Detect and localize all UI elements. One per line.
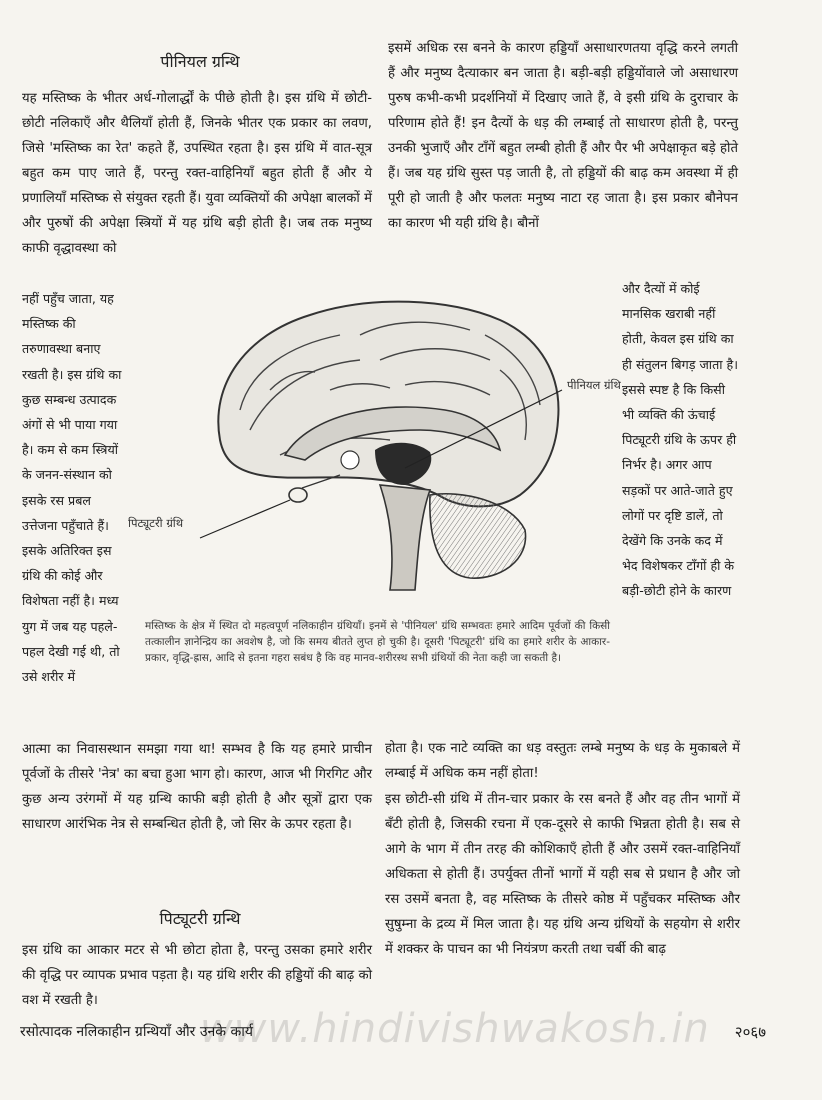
right-paragraph-2: होता है। एक नाटे व्यक्ति का धड़ वस्तुतः लम्बे मनुष्य के धड़ के मुकाबले में लम्बाई में अधिक कम नहीं होता!: [385, 741, 740, 781]
label-pituitary-gland: पिट्यूटरी ग्रंथि: [128, 516, 184, 530]
website-watermark: www.hindivishwakosh.in: [200, 1006, 710, 1052]
right-paragraph-3: इस छोटी-सी ग्रंथि में तीन-चार प्रकार के रस बनते हैं और वह तीन भागों में बँटी होती है, जिसकी रचना में एक-दूसरे से काफी भिन्नता होती है। सब से आगे के भाग में तीन तरह की कोशिकाएँ होती हैं और उसमें रक्त-वाहिनियाँ अधिकता से होती हैं। उपर्युक्त तीनों भागों में यही सब से प्रधान है और जो रस उसमें बनता है, वह मस्तिष्क के तीसरे कोष्ठ में पहुँचकर मस्तिष्क और सुषुम्ना के द्रव्य में मिल जाता है। यह ग्रंथि अन्य ग्रंथियों के सहयोग से शरीर में शक्कर के पाचन का भी नियंत्रण करती तथा चर्बी की बाढ़: [385, 792, 740, 957]
heading-pineal: पीनियल ग्रन्थि: [160, 52, 240, 71]
page-number: २०६७: [734, 1023, 766, 1041]
left-paragraph-2: आत्मा का निवासस्थान समझा गया था! सम्भव है कि यह हमारे प्राचीन पूर्वजों के तीसरे 'नेत्र' का बचा हुआ भाग हो। कारण, आज भी गिरगिट और कुछ अन्य उरंगमों में यह ग्रन्थि काफी बड़ी होती है और सूत्रों द्वारा एक साधारण आरंभिक नेत्र से सम्बन्धित होती है, जो सिर के ऊपर रहता है।: [22, 742, 372, 832]
footer-section-title: रसोत्पादक नलिकाहीन ग्रन्थियाँ और उनके कार्य: [20, 1024, 253, 1040]
brainstem: [380, 485, 430, 590]
right-paragraph-1: इसमें अधिक रस बनने के कारण हड्डियाँ असाधारणतया वृद्धि करने लगती हैं और मनुष्य दैत्याकार बन जाता है। बड़ी-बड़ी हड्डियोंवाले जो असाधारण पुरुष कभी-कभी प्रदर्शनियों में दिखाए जाते हैं, वे इसी ग्रंथि के दुराचार के परिणाम होते हैं! इन दैत्यों के धड़ की लम्बाई तो साधारण होती है, परन्तु उनकी भुजाएँ और टाँगें बहुत लम्बी होती हैं और पैर भी अपेक्षाकृत बड़े होते हैं। जब यह ग्रंथि सुस्त पड़ जाती है, तो हड्डियों की बाढ़ कम अवस्था में ही पूरी हो जाती है और फलतः मनुष्य नाटा रह जाता है। इस प्रकार बौनेपन का कारण भी यही ग्रंथि है। बौनों: [388, 41, 738, 231]
left-paragraph-3: इस ग्रंथि का आकार मटर से भी छोटा होता है, परन्तु उसका हमारे शरीर की वृद्धि पर व्यापक प्रभाव पड़ता है। यह ग्रंथि शरीर की हड्डियों की बाढ़ को वश में रखती है।: [22, 943, 372, 1008]
left-paragraph-1-continued: नहीं पहुँच जाता, यह मस्तिष्क की तरुणावस्था बनाए रखती है। इस ग्रंथि का कुछ सम्बन्ध उत्पादक अंगों से भी पाया गया है। कम से कम स्त्रियों के जनन-संस्थान को इसके रस प्रबल उत्तेजना पहुँचाते हैं। इसके अतिरिक्त इस ग्रंथि की कोई और विशेषता नहीं है। मध्य युग में जब यह पहले-पहल देखी गई थी, तो उसे शरीर में: [22, 291, 122, 685]
pituitary-gland: [289, 488, 307, 502]
label-pineal-gland: पीनियल ग्रंथि: [567, 378, 621, 392]
cerebellum: [430, 494, 526, 578]
pituitary-pointer-line: [200, 500, 290, 538]
heading-pituitary: पिट्यूटरी ग्रन्थि: [159, 909, 241, 928]
right-paragraph-1-continued: और दैत्यों में कोई मानसिक खराबी नहीं होती, केवल इस ग्रंथि का ही संतुलन बिगड़ जाता है। इससे स्पष्ट है कि किसी भी व्यक्ति की ऊंचाई पिट्यूटरी ग्रंथि के ऊपर ही निर्भर है। अगर आप सड़कों पर आते-जाते हुए लोगों पर दृष्टि डालें, तो देखेंगे कि उनके कद में भेद विशेषकर टाँगों ही के बड़ी-छोटी होने के कारण: [622, 281, 738, 599]
brain-cross-section-illustration: [190, 290, 610, 610]
ventricle-spot: [341, 451, 359, 469]
figure-caption: मस्तिष्क के क्षेत्र में स्थित दो महत्वपूर्ण नलिकाहीन ग्रंथियाँ। इनमें से 'पीनियल' ग्रंथि सम्भवतः हमारे आदिम पूर्वजों की किसी तत्कालीन ज्ञानेन्द्रिय का अवशेष है, जो कि समय बीतते लुप्त हो चुकी है। दूसरी 'पिट्यूटरी' ग्रंथि का हमारे शरीर के आकार-प्रकार, वृद्धि-ह्रास, आदि से इतना गहरा सबंध है कि वह मानव-शरीरस्थ सभी ग्रंथियों की नेता कही जा सकती है।: [145, 620, 610, 664]
left-paragraph-1: यह मस्तिष्क के भीतर अर्ध-गोलार्द्धों के पीछे होती है। इस ग्रंथि में छोटी-छोटी नलिकाएँ और थैलियाँ होती हैं, जिनके भीतर एक प्रकार का लवण, जिसे 'मस्तिष्क का रेत' कहते हैं, उपस्थित रहता है। इस ग्रंथि में वात-सूत्र बहुत कम पाए जाते हैं, परन्तु रक्त-वाहिनियाँ बहुत होती हैं और ये प्रणालियाँ मस्तिष्क से संयुक्त रहती हैं। युवा व्यक्तियों की अपेक्षा बालकों में और पुरुषों की अपेक्षा स्त्रियों में यह ग्रंथि बड़ी होती है। जब तक मनुष्य काफी वृद्धावस्था को: [22, 91, 372, 256]
